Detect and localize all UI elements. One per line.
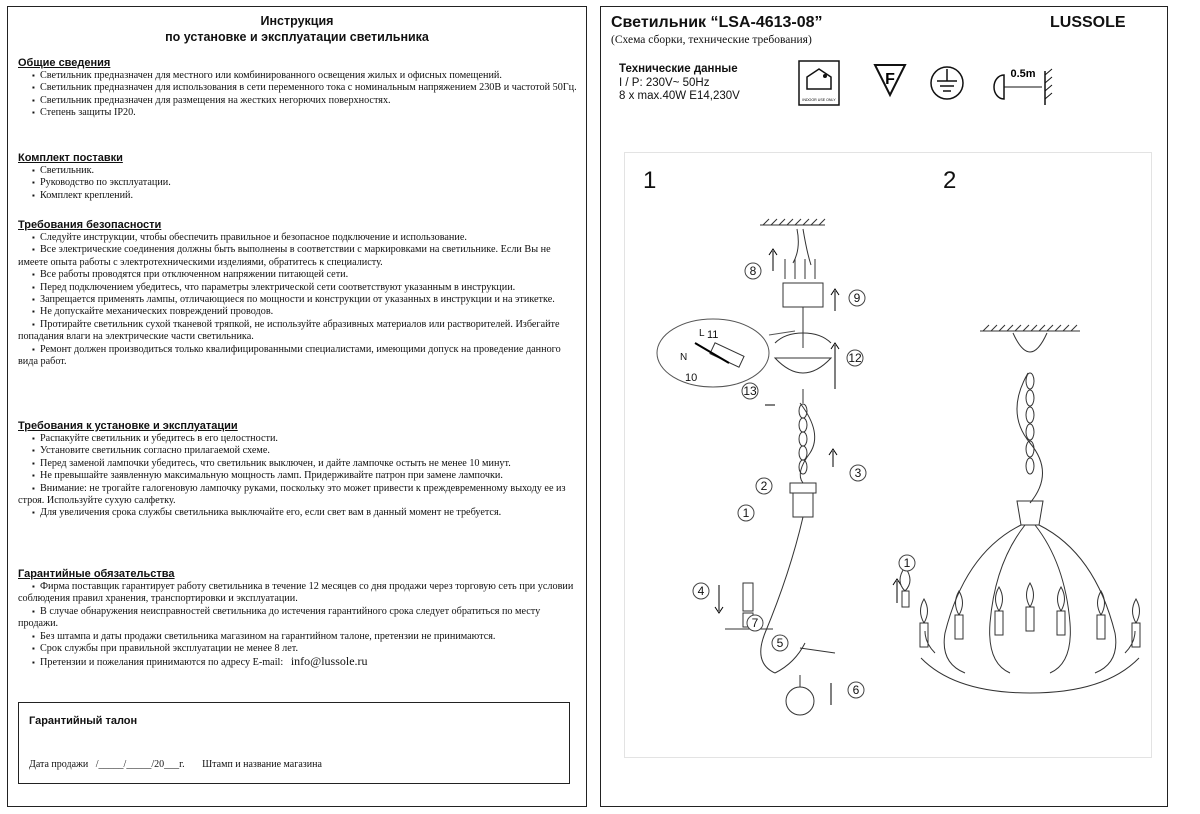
figure-1-label: 1 (643, 167, 657, 194)
svg-text:5: 5 (776, 636, 784, 650)
spec-line-lamps: 8 x max.40W E14,230V (619, 90, 740, 102)
guarantee-section (18, 568, 578, 670)
svg-text:3: 3 (854, 466, 862, 480)
list-item: ▪ Не допускайте механических повреждений проводов. (18, 306, 578, 318)
candle-tube (743, 583, 753, 611)
list-item: ▪ Для увеличения срока службы светильника выключайте его, если свет вам в данный момент не требуется. (18, 507, 578, 519)
svg-text:11: 11 (707, 329, 719, 341)
svg-text:N: N (680, 352, 688, 363)
svg-text:0.5m: 0.5m (1010, 68, 1036, 80)
list-item: ▪ Внимание: не трогайте галогеновую лампочку руками, поскольку это может привести к преждевременному выходу ее из строя. Используйте сухую салфетку. (18, 483, 578, 508)
supply-wires (793, 229, 811, 265)
list-item: ▪ Светильник предназначен для размещения на жестких негорючих поверхностях. (18, 95, 578, 107)
list-item: ▪ Ремонт должен производиться только квалифицированными специалистами, имеющими допуск на проведение данного вида работ. (18, 344, 578, 369)
svg-text:L: L (699, 328, 705, 339)
kit-section (18, 152, 578, 202)
hub-2 (1017, 501, 1043, 525)
list-item: ▪ Перед подключением убедитесь, что параметры электрической сети соответствуют указанным в инструкции. (18, 282, 578, 294)
install-heading: Требования к установке и эксплуатации (18, 420, 238, 432)
list-item: ▪ Установите светильник согласно прилагаемой схеме. (18, 445, 578, 457)
svg-text:13: 13 (743, 384, 757, 398)
spec-title: Технические данные (619, 63, 738, 75)
step-labels (680, 263, 915, 698)
list-item: ▪ Степень защиты IP20. (18, 107, 578, 119)
ground-symbol-icon (931, 67, 963, 99)
svg-text:10: 10 (685, 372, 698, 384)
svg-text:4: 4 (697, 584, 705, 598)
safety-heading: Требования безопасности (18, 219, 162, 231)
body-hub (793, 493, 813, 517)
assembly-panel (600, 6, 1168, 807)
coupon-line: Дата продажи /_____/_____/20___г. Штамп и название магазина (29, 759, 322, 770)
product-title: Светильник “LSA-4613-08” (611, 14, 823, 31)
list-item: ▪ Не превышайте заявленную максимальную мощность ламп. Придерживайте патрон при замене лампочки. (18, 470, 578, 482)
list-item: ▪ Распакуйте светильник и убедитесь в его целостности. (18, 433, 578, 445)
kit-heading: Комплект поставки (18, 152, 123, 164)
arms-2 (921, 525, 1139, 693)
figure-2-label: 2 (943, 167, 957, 194)
general-section (18, 57, 578, 120)
mounting-bracket (783, 283, 823, 307)
chain-2 (1026, 373, 1034, 474)
list-item (18, 655, 578, 669)
list-item: ▪ Все работы проводятся при отключенном напряжении питающей сети. (18, 269, 578, 281)
cable (800, 403, 815, 483)
bottom-ring (786, 687, 814, 715)
list-item: ▪ Без штампа и даты продажи светильника магазином на гарантийном талоне, претензии не принимаются. (18, 631, 578, 643)
svg-text:8: 8 (749, 264, 757, 278)
general-heading: Общие сведения (18, 57, 111, 69)
svg-text:6: 6 (852, 683, 860, 697)
list-item: ▪ Перед заменой лампочки убедитесь, что светильник выключен, и дайте лампочке остыть не менее 10 минут. (18, 458, 578, 470)
list-item: ▪ Комплект креплений. (18, 190, 578, 202)
svg-text:1: 1 (742, 506, 750, 520)
tech-specs (619, 63, 740, 104)
email-address: info@lussole.ru (290, 654, 368, 669)
list-item: ▪ Срок службы при правильной эксплуатации не менее 8 лет. (18, 643, 578, 655)
guarantee-heading: Гарантийные обязательства (18, 568, 175, 580)
ceiling-hatch-2 (980, 325, 1080, 331)
product-subtitle: (Схема сборки, технические требования) (611, 34, 812, 46)
svg-text:12: 12 (848, 351, 862, 365)
min-distance-icon (994, 68, 1052, 105)
canopy-2 (1013, 333, 1047, 352)
list-item: ▪ Запрещается применять лампы, отличающиеся по мощности и конструкции от указанных в инструкции и на этикетке. (18, 294, 578, 306)
safety-section (18, 219, 578, 368)
list-item: ▪ Светильник предназначен для использования в сети переменного тока с номинальным напряжением 230В и частотой 50Гц. (18, 82, 578, 94)
candles-2 (900, 567, 1140, 647)
list-item: ▪ Светильник. (18, 165, 578, 177)
list-item: ▪ Следуйте инструкции, чтобы обеспечить правильное и безопасное подключение и использование. (18, 232, 578, 244)
install-section (18, 420, 578, 520)
ceiling-hatch (760, 219, 825, 225)
direction-arrows (715, 249, 901, 705)
list-item: ▪ Руководство по эксплуатации. (18, 177, 578, 189)
indoor-use-only-icon (799, 61, 839, 105)
svg-text:9: 9 (853, 291, 861, 305)
instructions-title: Инструкция по установке и эксплуатации светильника (165, 14, 429, 44)
list-item: ▪ Светильник предназначен для местного или комбинированного освещения жилых и офисных помещений. (18, 70, 578, 82)
svg-text:INDOOR USE ONLY: INDOOR USE ONLY (802, 98, 836, 102)
certification-icons (797, 59, 1077, 111)
ceiling-canopy (775, 358, 831, 373)
assembly-diagram (624, 152, 1152, 758)
coupon-title: Гарантийный талон (29, 715, 138, 727)
instructions-panel (7, 6, 587, 807)
diagram-drawing (625, 153, 1151, 757)
email-prefix: Претензии и пожелания принимаются по адресу E-mail: (40, 657, 284, 669)
warranty-coupon (18, 702, 570, 784)
list-item: ▪ Протирайте светильник сухой тканевой тряпкой, не используйте абразивных материалов или растворителей. Избегайте попадания влаги на электрические части светильника. (18, 319, 578, 344)
svg-text:F: F (885, 71, 895, 88)
svg-text:7: 7 (751, 616, 759, 630)
svg-text:1: 1 (903, 556, 911, 570)
brand-logo: LUSSOLE (1050, 14, 1126, 31)
spec-line-voltage: I / P: 230V~ 50Hz (619, 76, 710, 89)
svg-text:2: 2 (760, 479, 768, 493)
list-item: ▪ Все электрические соединения должны быть выполнены в соответствии с маркировками на светильнике. Если Вы не имеете опыта работы с электротехническими изделиями, обратитесь к специалисту. (18, 244, 578, 269)
cable-2 (1017, 373, 1043, 503)
flammable-surface-f-icon (875, 65, 905, 95)
list-item: ▪ Фирма поставщик гарантирует работу светильника в течение 12 месяцев со дня продажи через торговую сеть при условии соблюдения правил хранения, транспортировки и эксплуатации. (18, 581, 578, 606)
list-item: ▪ В случае обнаружения неисправностей светильника до истечения гарантийного срока следует обратиться по месту продажи. (18, 606, 578, 631)
